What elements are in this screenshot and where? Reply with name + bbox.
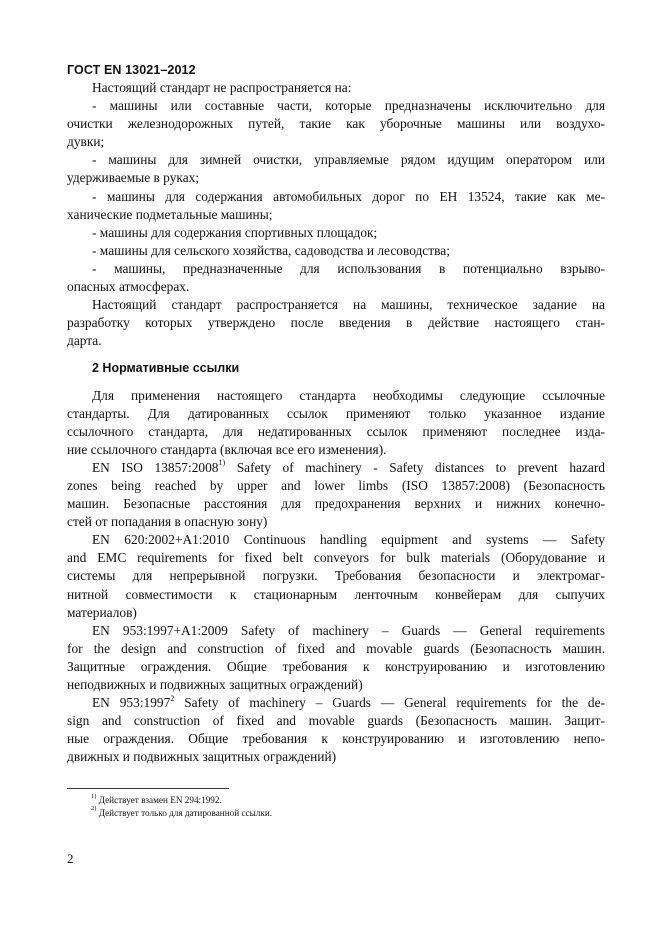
text-line — [67, 133, 605, 151]
text-line-content: Защитные ограждения. Общие требования к конструированию и изготовлению — [67, 658, 605, 674]
footnote-text: Действует только для датированной ссылки. — [96, 807, 273, 818]
text-line — [67, 513, 605, 531]
footnote-text: Действует взамен EN 294:1992. — [96, 795, 222, 805]
text-line — [67, 188, 605, 206]
text-line-content: дувки; — [67, 134, 105, 150]
text-line-content: ханические подметальные машины; — [67, 206, 273, 222]
text-line-content: материалов) — [67, 604, 137, 620]
text-line-content: EN 620:2002+A1:2010 Continuous handling equipment and systems — Safety — [92, 532, 605, 548]
text-line-content: - машины для зимней очистки, управляемые рядом идущим оператором или — [92, 152, 605, 168]
page-number: 2 — [67, 851, 74, 866]
text-line — [67, 712, 605, 730]
text-line — [67, 151, 605, 169]
text-line-content: - машины или составные части, которые предназначены исключительно для — [92, 98, 605, 114]
document-header: ГОСТ EN 13021–2012 — [67, 63, 196, 77]
text-line — [67, 79, 605, 97]
text-line — [67, 549, 605, 567]
text-line — [67, 97, 605, 115]
footnote-mark: 1) — [91, 792, 97, 800]
text-line — [67, 115, 605, 133]
text-line-content: ние ссылочного стандарта (включая все его изменения). — [67, 441, 387, 457]
text-line-content: движных и подвижных защитных ограждений) — [67, 749, 337, 765]
text-line-content: - машины для сельского хозяйства, садоводства и лесоводства; — [92, 242, 450, 258]
footnote-mark: 2) — [91, 805, 97, 813]
text-line-tail: Safety of machinery - Safety distances to prevent hazard — [225, 459, 605, 475]
text-line-content: машин. Безопасные расстояния для предохранения верхних и нижних конечно- — [67, 496, 605, 512]
text-line-content: Для применения настоящего стандарта необходимы следующие ссылочные — [92, 387, 605, 403]
text-line — [67, 296, 605, 314]
text-line-content: for the design and construction of fixed and movable guards (Безопасность машин. — [67, 640, 605, 656]
text-line-content: - машины для содержания спортивных площадок; — [92, 224, 378, 240]
text-line-content: ссылочного стандарта, для недатированных ссылок применяют последнее изда- — [67, 423, 605, 439]
text-line-content: дарта. — [67, 333, 102, 349]
text-line — [67, 640, 605, 658]
footnote-separator — [67, 788, 229, 789]
text-line — [67, 332, 605, 350]
text-line — [67, 676, 605, 694]
text-line-content: - машины, предназначенные для использования в потенциально взрыво- — [92, 260, 605, 276]
text-line — [67, 314, 605, 332]
footnote-reference: 2 — [170, 693, 175, 703]
text-line-content: опасных атмосферах. — [67, 279, 190, 295]
text-line — [67, 278, 605, 296]
text-line — [67, 622, 605, 640]
text-line-content: Настоящий стандарт не распространяется на: — [92, 80, 352, 95]
text-line-content: sign and construction of fixed and movable guards (Безопасность машин. Защит- — [67, 713, 605, 729]
text-line — [67, 260, 605, 278]
text-line — [67, 658, 605, 676]
text-line — [67, 405, 605, 423]
footnote — [91, 794, 272, 807]
text-line-content: удерживаемые в руках; — [67, 170, 200, 186]
text-line-content: стандарты. Для датированных ссылок применяют только указанное издание — [67, 405, 605, 421]
text-line-content: zones being reached by upper and lower limbs (ISO 13857:2008) (Безопасность — [67, 477, 605, 493]
text-line-content: неподвижных и подвижных защитных ограждений) — [67, 677, 363, 692]
scope-paragraphs — [67, 79, 605, 350]
text-line-content: - машины для содержания автомобильных дорог по EH 13524, такие как ме- — [92, 188, 605, 204]
text-line — [67, 604, 605, 622]
text-line — [67, 423, 605, 441]
text-line-content: ные ограждения. Общие требования к конструированию и изготовлению непо- — [67, 731, 605, 747]
text-line — [67, 441, 605, 459]
text-line-content: EN 953:1997 — [92, 695, 171, 711]
text-line — [67, 531, 605, 549]
text-line-content: нитной совместимости к стационарным ленточным конвейерам для сыпучих — [67, 586, 605, 602]
references-paragraphs — [67, 387, 605, 767]
text-line — [67, 242, 605, 260]
text-line — [67, 169, 605, 187]
section-heading: 2 Нормативные ссылки — [92, 361, 240, 376]
text-line — [67, 748, 605, 766]
text-line — [67, 586, 605, 604]
text-line-content: стей от попадания в опасную зону) — [67, 514, 268, 530]
footnotes — [91, 794, 272, 819]
text-line-content: очистки железнодорожных путей, такие как уборочные машины или воздухо- — [67, 116, 605, 132]
text-line-content: EN 953:1997+A1:2009 Safety of machinery – Guards — General requirements — [92, 622, 605, 638]
text-line — [67, 387, 605, 405]
text-line — [67, 730, 605, 748]
text-line-content: Настоящий стандарт распространяется на машины, техническое задание на — [92, 297, 605, 313]
text-line — [67, 477, 605, 495]
text-line — [67, 206, 605, 224]
footnote-reference: 1) — [218, 458, 226, 468]
text-line-tail: Safety of machinery – Guards — General requirements for the de- — [174, 695, 605, 711]
text-line — [67, 694, 605, 712]
text-line-content: and EMC requirements for fixed belt conveyors for bulk materials (Оборудование и — [67, 550, 605, 566]
text-line — [67, 495, 605, 513]
text-line — [67, 224, 605, 242]
text-line-content: EN ISO 13857:2008 — [92, 459, 219, 475]
text-line — [67, 459, 605, 477]
text-line-content: системы для непрерывной погрузки. Требования безопасности и электромаг- — [67, 568, 605, 584]
text-line-content: разработку которых утверждено после введения в действие настоящего стан- — [67, 315, 605, 331]
text-line — [67, 567, 605, 585]
document-body — [67, 79, 605, 766]
footnote — [91, 807, 272, 820]
